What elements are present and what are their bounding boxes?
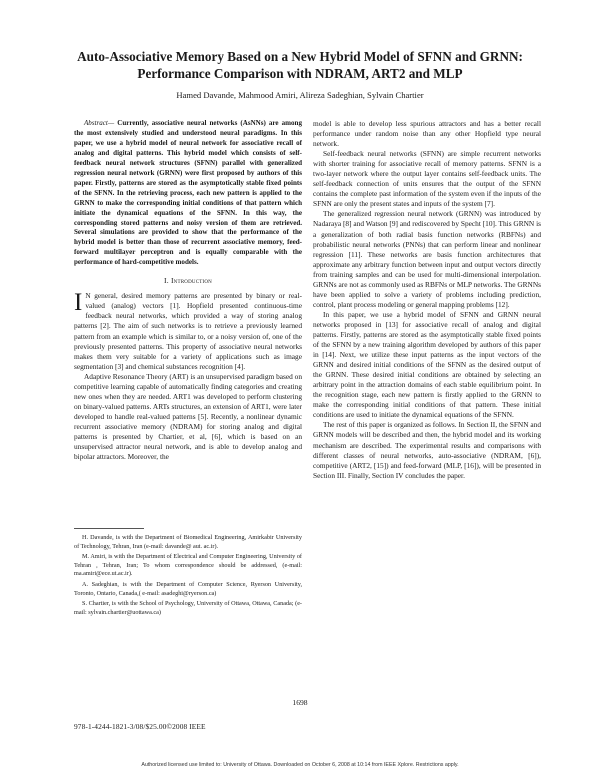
section-number: I.: [164, 276, 171, 286]
drop-cap: I: [74, 289, 83, 317]
abstract-text: Currently, associative neural networks (AsNNs) are among the most extensively studied and understood neural paradigms. In this paper, we use a hybrid model of neural network for associative recall of analog and digital patterns. This hybrid model which consists of self-feedback neural network structures (SFNN) parallel with generalized regression neural network (GRNN) were first proposed by authors of this paper. Firstly, patterns are stored as the asymptotically stable fixed points of the SFNN. In the retrieving process, each new pattern is applied to the GRNN to make the corresponding initial conditions of that pattern which initiate the dynamical equations of the SFNN. In this way, the corresponding stored patterns and noisy version of them are retrieved. Several simulations are provided to show that the performance of the hybrid model is better than those of recurrent associative memory, feed-forward multilayer perceptron and is equally comparable with the performance of hard-competitive models.: [74, 119, 302, 267]
right-paragraph-4: The rest of this paper is organized as follows. In Section II, the SFNN and GRNN models will be described and then, the hybrid model and its working mechanism are described. The experimental results and comparisons with different classes of neural networks, auto-associative (NDRAM, [6]), competitive (ART2, [15]) and feed-forward (MLP, [16]), will be presented in Section III. Finally, Section IV concludes the paper.: [313, 420, 541, 480]
footnote-sadeghian: A. Sadeghian, is with the Department of Computer Science, Ryerson University, Toronto, Ontario, Canada,( e-mail: asadeghi@ryerson.ca): [74, 580, 302, 597]
abstract-label: Abstract—: [84, 119, 115, 127]
paper-title: Auto-Associative Memory Based on a New Hybrid Model of SFNN and GRNN: Performance Comparison with NDRAM, ART2 and MLP: [77, 49, 523, 81]
section-heading-introduction: [74, 276, 302, 286]
right-paragraph-3: In this paper, we use a hybrid model of SFNN and GRNN neural networks proposed in [13] for associative recall of analog and digital patterns. Firstly, patterns are stored as the asymptotically stable fixed points of the SFNN by a new training algorithm developed by authors of this paper in [14]. Next, we utilize these input patterns as the input vectors of the GRNN and desired initial conditions of the SFNN as the desired output of the GRNN. These desired initial conditions are obtained by selecting an arbitrary point in the attraction domains of each stable equilibrium point. In the recognition stage, each new pattern is firstly applied to the GRNN to make the corresponding initial conditions of that pattern. These initial conditions are used to initiate the dynamical equations of the SFNN.: [313, 309, 541, 420]
author-footnotes: [74, 534, 302, 619]
isbn-copyright: 978-1-4244-1821-3/08/$25.00©2008 IEEE: [74, 722, 206, 731]
intro-paragraph-2: Adaptive Resonance Theory (ART) is an unsupervised paradigm based on competitive learning capable of automatically finding categories and creating new ones when they are needed. ART1 was developed to perform clustering on binary-valued patterns. ARTs structures, an extension of ART1, were later developed to handle real-valued patterns [5]. Recently, a nonlinear dynamic recurrent associative memory (NDRAM) for storing analog and digital patterns is presented by Chartier, et al, [6], which is based on an unsupervised attractor neural network, and is able to develop analog and bipolar attractors. Moreover, the: [74, 371, 302, 462]
footnote-amiri: M. Amiri, is with the Department of Electrical and Computer Engineering, University of Tehran , Tehran, Iran; To whom correspondence should be addressed, (e-mail: ma.amiri@ece.ut.ac.ir).: [74, 553, 302, 578]
right-paragraph-0: model is able to develop less spurious attractors and has a better recall performance under random noise than any other Hopfield type neural network.: [313, 119, 541, 149]
footnote-davande: H. Davande, is with the Department of Biomedical Engineering, Amirkabir University of Technology, Tehran, Iran (e-mail: davande@ aut. ac.ir).: [74, 534, 302, 550]
left-column: [74, 119, 302, 462]
footnote-chartier: S. Chartier, is with the School of Psychology, University of Ottawa, Ottawa, Canada; (e-mail: sylvain.chartier@uottawa.ca): [74, 600, 302, 616]
intro-paragraph-1: [74, 291, 302, 371]
intro-paragraph-1-text: N general, desired memory patterns are presented by binary or real-valued (analog) vectors [1]. Hopfield presented continuous-time feedback neural networks, which provided a way of storing analog patterns [2]. The aim of such networks is to retrieve a previously learned pattern from an example which is similar to, or a noisy version of, one of the previously presented patterns. This property of associative neural networks makes them very suitable for a variety of applications such as image segmentation [3] and chemical substances recognition [4].: [74, 291, 302, 371]
abstract: [74, 119, 302, 268]
author-list: Hamed Davande, Mahmood Amiri, Alireza Sadeghian, Sylvain Chartier: [176, 90, 424, 100]
section-title: Introduction: [170, 276, 212, 286]
page-number: 1698: [292, 698, 308, 707]
license-notice: Authorized licensed use limited to: University of Ottawa. Downloaded on October 6, 2008 at 10:14 from IEEE Xplore. Restrictions apply.: [141, 762, 459, 768]
footnote-rule: [74, 528, 144, 529]
right-paragraph-1: Self-feedback neural networks (SFNN) are simple recurrent networks with shorter training for associative recall of memory patterns. SFNN is a two-layer network where the output layer contains self-feedback units. The self-feedback connection of units ensures that the output of the SFNN contains the complete past information of the system even if the inputs of the SFNN are only the present states and inputs of the system [7].: [313, 149, 541, 209]
right-paragraph-2: The generalized regression neural network (GRNN) was introduced by Nadaraya [8] and Watson [9] and rediscovered by Specht [10]. This GRNN is a generalization of both radial basis function networks (RBFNs) and probabilistic neural networks (PNNs) that can perform linear and nonlinear regression [11]. These networks are basis function architectures that approximate any arbitrary function between input and output vectors directly from training samples and can be used for multi-dimensional interpolation. GRNNs are not as commonly used as RBFNs or MLP networks. The GRNNs have been applied to solve a variety of problems including prediction, control, plant process modeling or general mapping problems [12].: [313, 209, 541, 309]
right-column: [313, 119, 541, 481]
